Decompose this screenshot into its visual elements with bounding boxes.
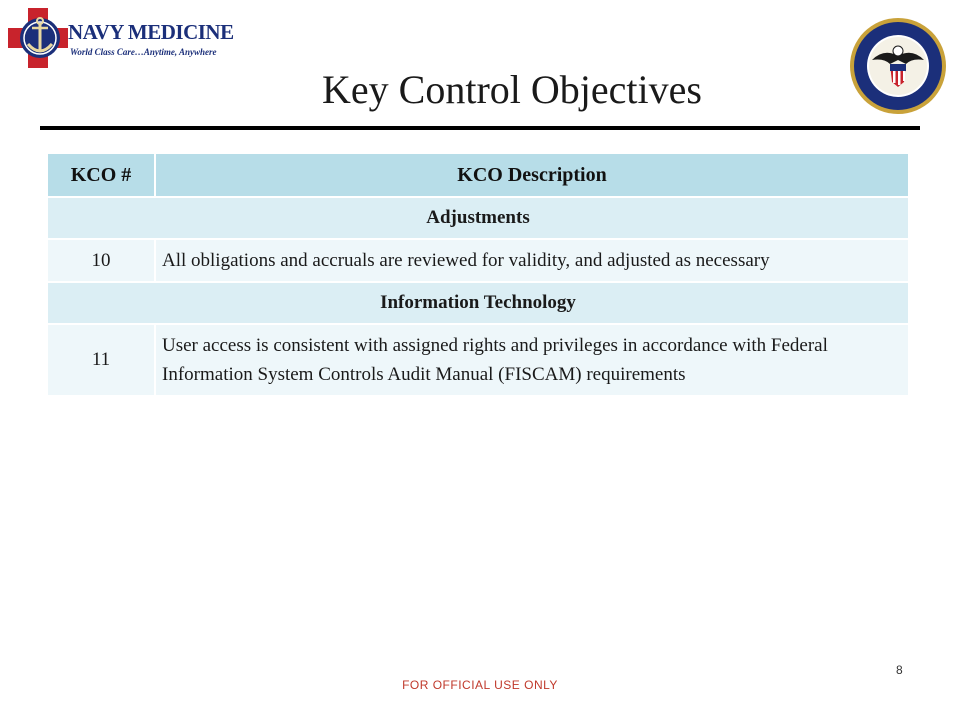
section-heading: Information Technology (48, 283, 908, 323)
title-divider (40, 126, 920, 130)
kco-number: 11 (48, 325, 156, 395)
page-number: 8 (896, 663, 903, 677)
section-heading: Adjustments (48, 198, 908, 238)
kco-description: All obligations and accruals are reviewed for validity, and adjusted as necessary (156, 240, 908, 281)
table-header-row (48, 154, 908, 196)
column-header-kco-description: KCO Description (156, 154, 908, 196)
medical-cross-anchor-icon (6, 6, 70, 70)
navy-medicine-logo (6, 6, 234, 70)
logo-tagline: World Class Care…Anytime, Anywhere (70, 47, 217, 57)
logo-brand-text: NAVY MEDICINE (68, 20, 234, 44)
section-row (48, 198, 908, 238)
section-row (48, 283, 908, 323)
kco-description: User access is consistent with assigned rights and privileges in accordance with Federal Information System Controls Audit Manual (FISCAM) requirements (156, 325, 908, 395)
table-row (48, 325, 908, 395)
kco-table (48, 152, 908, 397)
slide-title: Key Control Objectives (322, 67, 702, 112)
table-row (48, 240, 908, 281)
kco-number: 10 (48, 240, 156, 281)
column-header-kco-number: KCO # (48, 154, 156, 196)
classification-marking: FOR OFFICIAL USE ONLY (402, 678, 558, 692)
